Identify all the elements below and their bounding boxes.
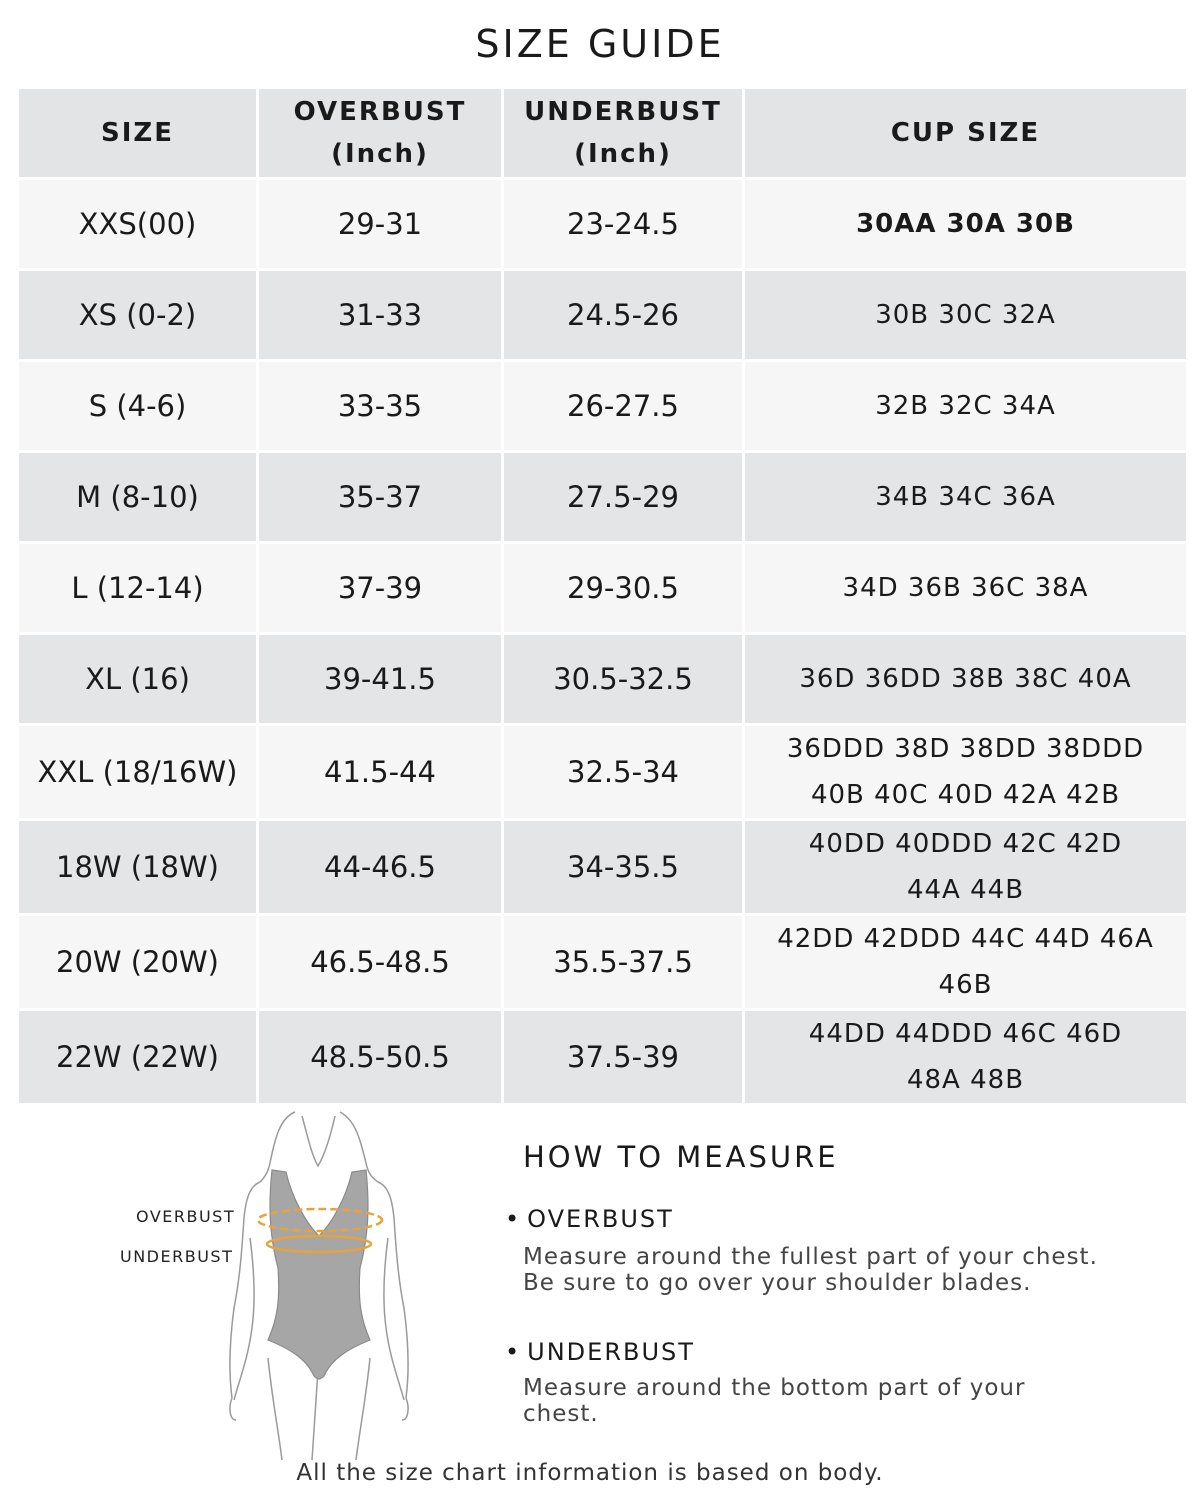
overbust-line-2: Be sure to go over your shoulder blades. xyxy=(523,1270,1032,1296)
footnote: All the size chart information is based on body. xyxy=(296,1460,884,1486)
how-to-measure-title: HOW TO MEASURE xyxy=(523,1140,839,1174)
cell-size: XXS(00) xyxy=(19,180,256,268)
cell-cup xyxy=(745,362,1186,450)
cell-underbust: 26-27.5 xyxy=(504,362,742,450)
cell-cup xyxy=(745,821,1186,913)
overbust-line-1: Measure around the fullest part of your chest. xyxy=(523,1244,1098,1270)
cup-line-1: 40DD 40DDD 42C 42D xyxy=(808,829,1123,859)
header-overbust-unit: (Inch) xyxy=(331,139,429,169)
table-header-row xyxy=(19,89,1186,177)
body-figure-illustration xyxy=(220,1108,420,1460)
cell-overbust: 46.5-48.5 xyxy=(259,916,501,1008)
cup-line-2: 40B 40C 40D 42A 42B xyxy=(810,780,1121,810)
cell-size: XXL (18/16W) xyxy=(19,726,256,818)
cell-size: L (12-14) xyxy=(19,544,256,632)
table-row xyxy=(19,635,1186,723)
header-cup-label: CUP SIZE xyxy=(890,118,1041,148)
table-row xyxy=(19,453,1186,541)
cup-line-2: 46B xyxy=(938,970,993,1000)
figure-underbust-label: UNDERBUST xyxy=(120,1247,234,1266)
cell-overbust: 31-33 xyxy=(259,271,501,359)
table-row xyxy=(19,821,1186,913)
cup-line-2: 48A 48B xyxy=(906,1065,1025,1095)
header-size xyxy=(19,89,256,177)
cell-size: 22W (22W) xyxy=(19,1011,256,1103)
underbust-heading xyxy=(505,1338,695,1366)
cup-line-1: 36D 36DD 38B 38C 40A xyxy=(799,664,1132,694)
table-row xyxy=(19,180,1186,268)
underbust-line-2: chest. xyxy=(523,1401,599,1427)
table-row xyxy=(19,544,1186,632)
cup-line-1: 34D 36B 36C 38A xyxy=(842,573,1089,603)
cell-cup xyxy=(745,453,1186,541)
cell-underbust: 34-35.5 xyxy=(504,821,742,913)
cell-underbust: 29-30.5 xyxy=(504,544,742,632)
bullet-icon: • xyxy=(505,1338,522,1366)
cell-cup xyxy=(745,180,1186,268)
cell-cup xyxy=(745,544,1186,632)
cup-line-1: 30B 30C 32A xyxy=(875,300,1056,330)
size-table xyxy=(16,86,1189,1106)
table-row xyxy=(19,1011,1186,1103)
page-title: SIZE GUIDE xyxy=(475,22,725,66)
cell-overbust: 48.5-50.5 xyxy=(259,1011,501,1103)
figure-overbust-label: OVERBUST xyxy=(136,1207,236,1226)
header-size-label: SIZE xyxy=(100,118,174,148)
table-row xyxy=(19,362,1186,450)
cell-cup xyxy=(745,271,1186,359)
header-underbust-label: UNDERBUST xyxy=(524,97,722,127)
cell-size: XS (0-2) xyxy=(19,271,256,359)
cell-size: XL (16) xyxy=(19,635,256,723)
cell-size: S (4-6) xyxy=(19,362,256,450)
cell-overbust: 29-31 xyxy=(259,180,501,268)
cell-overbust: 39-41.5 xyxy=(259,635,501,723)
cell-size: 20W (20W) xyxy=(19,916,256,1008)
cup-line-1: 36DDD 38D 38DD 38DDD xyxy=(786,734,1145,764)
header-overbust xyxy=(259,89,501,177)
cell-cup xyxy=(745,726,1186,818)
cup-line-1: 44DD 44DDD 46C 46D xyxy=(808,1019,1123,1049)
overbust-heading-label: OVERBUST xyxy=(527,1205,674,1233)
cell-underbust: 32.5-34 xyxy=(504,726,742,818)
cell-size: 18W (18W) xyxy=(19,821,256,913)
cell-underbust: 23-24.5 xyxy=(504,180,742,268)
cup-line-2: 44A 44B xyxy=(906,875,1025,905)
cell-underbust: 30.5-32.5 xyxy=(504,635,742,723)
table-row xyxy=(19,916,1186,1008)
header-underbust-unit: (Inch) xyxy=(574,139,672,169)
cup-line-1: 32B 32C 34A xyxy=(875,391,1056,421)
table-row xyxy=(19,726,1186,818)
cell-overbust: 37-39 xyxy=(259,544,501,632)
cell-cup xyxy=(745,635,1186,723)
cell-underbust: 37.5-39 xyxy=(504,1011,742,1103)
cell-underbust: 24.5-26 xyxy=(504,271,742,359)
cell-overbust: 33-35 xyxy=(259,362,501,450)
cell-cup xyxy=(745,1011,1186,1103)
cup-line-1: 34B 34C 36A xyxy=(875,482,1056,512)
underbust-heading-label: UNDERBUST xyxy=(527,1338,695,1366)
cell-overbust: 35-37 xyxy=(259,453,501,541)
cell-overbust: 41.5-44 xyxy=(259,726,501,818)
cup-line-1: 42DD 42DDD 44C 44D 46A xyxy=(777,924,1154,954)
underbust-line-1: Measure around the bottom part of your xyxy=(523,1375,1026,1401)
cell-underbust: 27.5-29 xyxy=(504,453,742,541)
bullet-icon: • xyxy=(505,1205,522,1233)
underbust-instructions xyxy=(523,1375,1123,1427)
overbust-heading xyxy=(505,1205,674,1233)
header-underbust xyxy=(504,89,742,177)
table-row xyxy=(19,271,1186,359)
cell-cup xyxy=(745,916,1186,1008)
cup-line-1: 30AA 30A 30B xyxy=(856,209,1075,239)
cell-overbust: 44-46.5 xyxy=(259,821,501,913)
overbust-instructions xyxy=(523,1244,1123,1296)
cell-underbust: 35.5-37.5 xyxy=(504,916,742,1008)
header-cup xyxy=(745,89,1186,177)
cell-size: M (8-10) xyxy=(19,453,256,541)
header-overbust-label: OVERBUST xyxy=(293,97,467,127)
